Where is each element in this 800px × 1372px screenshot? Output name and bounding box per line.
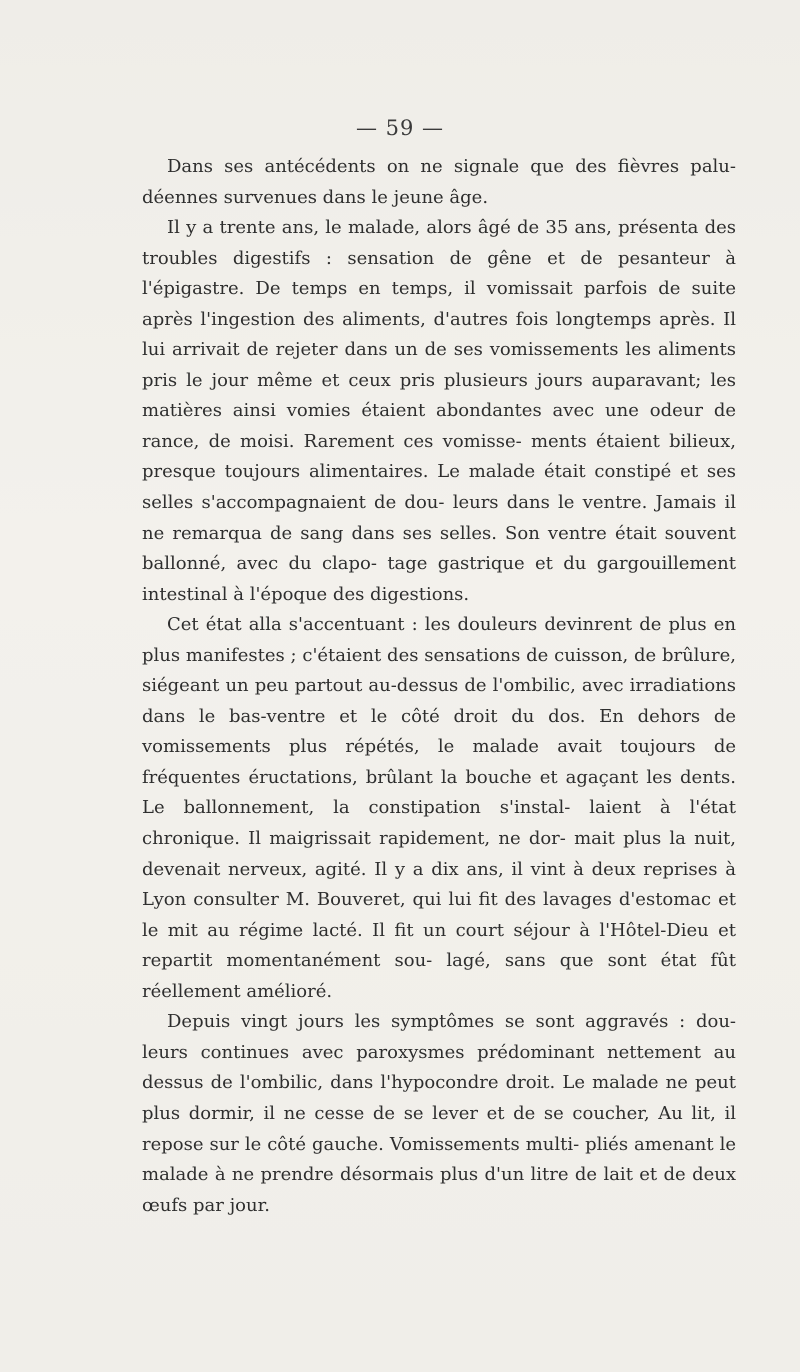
paragraph: Dans ses antécédents on ne signale que des fièvres palu- déennes survenues dans le jeune âge. <box>142 156 736 208</box>
paragraph: Cet état alla s'accentuant : les douleurs devinrent de plus en plus manifestes ; c'étaient des sensations de cuisson, de brûlure, siégeant un peu partout au-dessus de l'ombilic, avec irradiations dans le bas-ventre et le côté droit du dos. En dehors de vomissements plus répétés, le malade avait toujours de fréquentes éructations, brûlant la bouche et agaçant les dents. Le ballonnement, la constipation s'instal- laient à l'état chronique. Il maigrissait rapidement, ne dor- mait plus la nuit, devenait nerveux, agité. Il y a dix ans, il vint à deux reprises à Lyon consulter M. Bouveret, qui lui fit des lavages d'estomac et le mit au régime lacté. Il fit un court séjour à l'Hôtel-Dieu et repartit momentanément sou- lagé, sans que sont état fût réellement amélioré. <box>142 614 736 1002</box>
page-number: — 59 — <box>355 116 445 140</box>
paragraph: Depuis vingt jours les symptômes se sont aggravés : dou- leurs continues avec paroxysmes prédominant nettement au dessus de l'ombilic, dans l'hypocondre droit. Le malade ne peut plus dormir, il ne cesse de se lever et de se coucher, Au lit, il repose sur le côté gauche. Vomissements multi- pliés amenant le malade à ne prendre désormais plus d'un litre de lait et de deux œufs par jour. <box>142 1011 736 1216</box>
paragraph: Il y a trente ans, le malade, alors âgé de 35 ans, présenta des troubles digestifs : sensation de gêne et de pesanteur à l'épigastre. De temps en temps, il vomissait parfois de suite après l'ingestion des aliments, d'autres fois longtemps après. Il lui arrivait de rejeter dans un de ses vomissements les aliments pris le jour même et ceux pris plusieurs jours auparavant; les matières ainsi vomies étaient abondantes avec une odeur de rance, de moisi. Rarement ces vomisse- ments étaient bilieux, presque toujours alimentaires. Le malade était constipé et ses selles s'accompagnaient de dou- leurs dans le ventre. Jamais il ne remarqua de sang dans ses selles. Son ventre était souvent ballonné, avec du clapo- tage gastrique et du gargouillement intestinal à l'époque des digestions. <box>142 217 736 605</box>
body-text <box>142 152 736 1221</box>
